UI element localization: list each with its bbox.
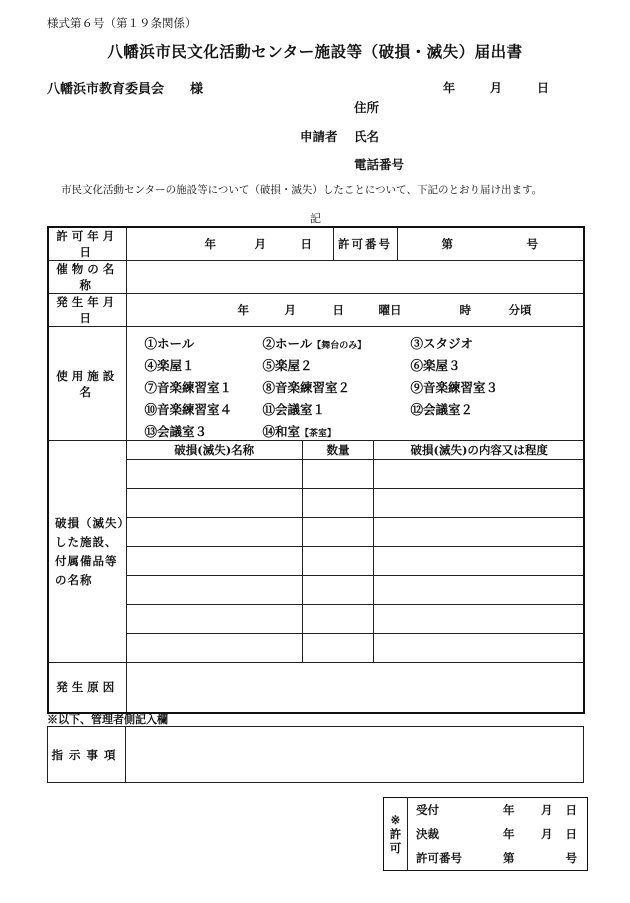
- damage-name-cell[interactable]: [127, 633, 303, 662]
- damage-detail-cell[interactable]: [374, 633, 585, 662]
- event-name-row: [48, 261, 584, 294]
- decided-label: 決裁: [416, 826, 439, 841]
- facility-option-name: ⑫会議室２: [410, 402, 474, 417]
- facilities-field: [126, 327, 584, 441]
- permit-date-day: 日: [300, 237, 312, 251]
- facility-option-name: ②ホール: [262, 336, 313, 351]
- manager-note: ※以下、管理者側記入欄: [47, 713, 168, 726]
- damage-qty-cell[interactable]: [303, 517, 374, 546]
- facility-option[interactable]: [263, 378, 411, 396]
- damaged-items-label-line: の名称: [55, 572, 93, 587]
- header-date-month: 月: [490, 81, 503, 95]
- damage-col-name-header: 破損(滅失)名称: [127, 441, 303, 459]
- cause-field[interactable]: [126, 663, 584, 713]
- facilities-label: 使用施設名: [48, 327, 126, 441]
- facility-option[interactable]: [263, 334, 411, 352]
- damage-col-detail-header: 破損(滅失)の内容又は程度: [374, 441, 585, 459]
- address-label: 住所: [354, 100, 380, 115]
- occurrence-weekday: 曜日: [378, 303, 402, 317]
- facility-option[interactable]: [145, 334, 263, 352]
- damage-name-cell[interactable]: [127, 604, 303, 633]
- instruction-label: 指示事項: [48, 727, 126, 783]
- permit-number-box-label: 許可番号: [416, 850, 462, 865]
- damage-col-qty-header: 数量: [303, 441, 374, 459]
- form-number: 様式第６号（第１９条関係）: [47, 16, 197, 30]
- decided-year: 年: [503, 826, 515, 841]
- header-date-day: 日: [537, 81, 550, 95]
- applicant-label: 申請者: [300, 129, 338, 144]
- facility-option[interactable]: [263, 356, 411, 374]
- damage-qty-cell[interactable]: [303, 459, 374, 488]
- name-label: 氏名: [354, 129, 380, 144]
- damage-header-row: [127, 441, 585, 459]
- permit-box-go: 号: [565, 850, 577, 865]
- permit-date-label: 許可年月日: [48, 227, 126, 261]
- permit-mark-line: 可: [389, 841, 402, 855]
- facility-option-name: ⑬会議室３: [144, 424, 208, 439]
- permit-box: [383, 797, 588, 871]
- facility-option[interactable]: [145, 378, 263, 396]
- damage-entry-row: [127, 575, 585, 604]
- permit-number-go: 号: [526, 237, 538, 251]
- damage-detail-cell[interactable]: [374, 546, 585, 575]
- damaged-items-field: [126, 441, 584, 663]
- permit-number-dai: 第: [441, 237, 453, 251]
- damaged-items-row: [48, 441, 584, 663]
- facilities-row: [48, 327, 584, 441]
- damage-detail-cell[interactable]: [374, 517, 585, 546]
- facility-option-name: ⑩音楽練習室４: [144, 402, 233, 417]
- decided-day: 日: [565, 826, 577, 841]
- permit-mark: [384, 798, 408, 871]
- damage-name-cell[interactable]: [127, 546, 303, 575]
- received-month: 月: [541, 802, 553, 817]
- facility-option[interactable]: [145, 400, 263, 418]
- damaged-items-label-line: 付属備品等: [55, 553, 118, 568]
- facility-option-name: ⑨音楽練習室３: [410, 380, 499, 395]
- facility-option[interactable]: [411, 378, 571, 396]
- damage-detail-cell[interactable]: [374, 575, 585, 604]
- facility-option[interactable]: [263, 422, 411, 440]
- received-year: 年: [503, 802, 515, 817]
- damaged-items-label-line: 破損（滅失）: [55, 515, 130, 530]
- facility-option[interactable]: [411, 334, 571, 352]
- facility-option-name: ⑭和室: [262, 424, 301, 439]
- facility-options: [127, 327, 584, 440]
- facility-option-name: ①ホール: [144, 336, 195, 351]
- facility-option-name: ⑤楽屋２: [262, 358, 313, 373]
- facility-option-name: ⑦音楽練習室１: [144, 380, 233, 395]
- permit-date-row: [48, 227, 584, 261]
- permit-box-dai: 第: [503, 850, 515, 865]
- damage-detail-cell[interactable]: [374, 604, 585, 633]
- damage-name-cell[interactable]: [127, 517, 303, 546]
- damage-qty-cell[interactable]: [303, 488, 374, 517]
- occurrence-day: 日: [332, 303, 344, 317]
- cause-label: 発生原因: [48, 663, 126, 713]
- damage-detail-cell[interactable]: [374, 488, 585, 517]
- damaged-items-label: [48, 441, 130, 663]
- damage-entry-row: [127, 633, 585, 662]
- damage-name-cell[interactable]: [127, 575, 303, 604]
- header-date-year: 年: [443, 81, 456, 95]
- form-title: 八幡浜市民文化活動センター施設等（破損・滅失）届出書: [107, 42, 523, 61]
- occurrence-date-field[interactable]: [126, 294, 584, 327]
- received-day: 日: [565, 802, 577, 817]
- occurrence-minute: 分頃: [508, 303, 532, 317]
- damage-name-cell[interactable]: [127, 488, 303, 517]
- facility-option[interactable]: [411, 356, 571, 374]
- damage-name-cell[interactable]: [127, 459, 303, 488]
- cause-row: [48, 663, 584, 713]
- facility-option-name: ⑧音楽練習室２: [262, 380, 351, 395]
- occurrence-hour: 時: [459, 303, 471, 317]
- permit-mark-line: 許: [389, 827, 402, 841]
- facility-option-name: ④楽屋１: [144, 358, 195, 373]
- ki-mark: 記: [310, 212, 321, 225]
- event-name-field[interactable]: [126, 261, 584, 294]
- instruction-field[interactable]: [126, 727, 584, 783]
- permit-date-year: 年: [204, 237, 216, 251]
- facility-option-note: 【舞台のみ】: [312, 341, 367, 351]
- damage-detail-cell[interactable]: [374, 459, 585, 488]
- permit-date-field[interactable]: [126, 227, 333, 261]
- event-name-label: 催物の名称: [48, 261, 126, 294]
- occurrence-month: 月: [284, 303, 296, 317]
- facility-option-note: 【茶室】: [300, 429, 337, 439]
- damage-qty-cell[interactable]: [303, 575, 374, 604]
- damage-entry-row: [127, 517, 585, 546]
- addressee: 八幡浜市教育委員会 様: [47, 82, 204, 97]
- facility-option[interactable]: [263, 400, 411, 418]
- damage-detail-table: [127, 441, 585, 662]
- received-label: 受付: [416, 802, 439, 817]
- manager-table: [47, 726, 584, 783]
- damage-qty-cell[interactable]: [303, 546, 374, 575]
- permit-number-field[interactable]: [397, 227, 584, 261]
- permit-mark-line: ※: [390, 813, 401, 827]
- permit-date-month: 月: [254, 237, 266, 251]
- occurrence-date-row: [48, 294, 584, 327]
- damage-entry-row: [127, 488, 585, 517]
- main-form-table: [47, 226, 585, 714]
- damage-qty-cell[interactable]: [303, 633, 374, 662]
- facility-option-name: ⑥楽屋３: [410, 358, 461, 373]
- facility-option[interactable]: [145, 356, 263, 374]
- intro-text: 市民文化活動センターの施設等について（破損・滅失）したことについて、下記のとおり届け出ます。: [61, 184, 543, 196]
- facility-option[interactable]: [411, 400, 571, 418]
- occurrence-year: 年: [237, 303, 249, 317]
- decided-month: 月: [541, 826, 553, 841]
- damaged-items-label-line: した施設、: [55, 534, 118, 549]
- facility-option-name: ⑪会議室１: [262, 402, 326, 417]
- damage-entry-row: [127, 604, 585, 633]
- facility-option[interactable]: [145, 422, 263, 440]
- facility-option-name: ③スタジオ: [410, 336, 474, 351]
- damage-qty-cell[interactable]: [303, 604, 374, 633]
- damage-entry-row: [127, 546, 585, 575]
- phone-label: 電話番号: [354, 157, 405, 172]
- damage-entry-row: [127, 459, 585, 488]
- permit-number-label: 許可番号: [333, 227, 397, 261]
- occurrence-date-label: 発生年月日: [48, 294, 126, 327]
